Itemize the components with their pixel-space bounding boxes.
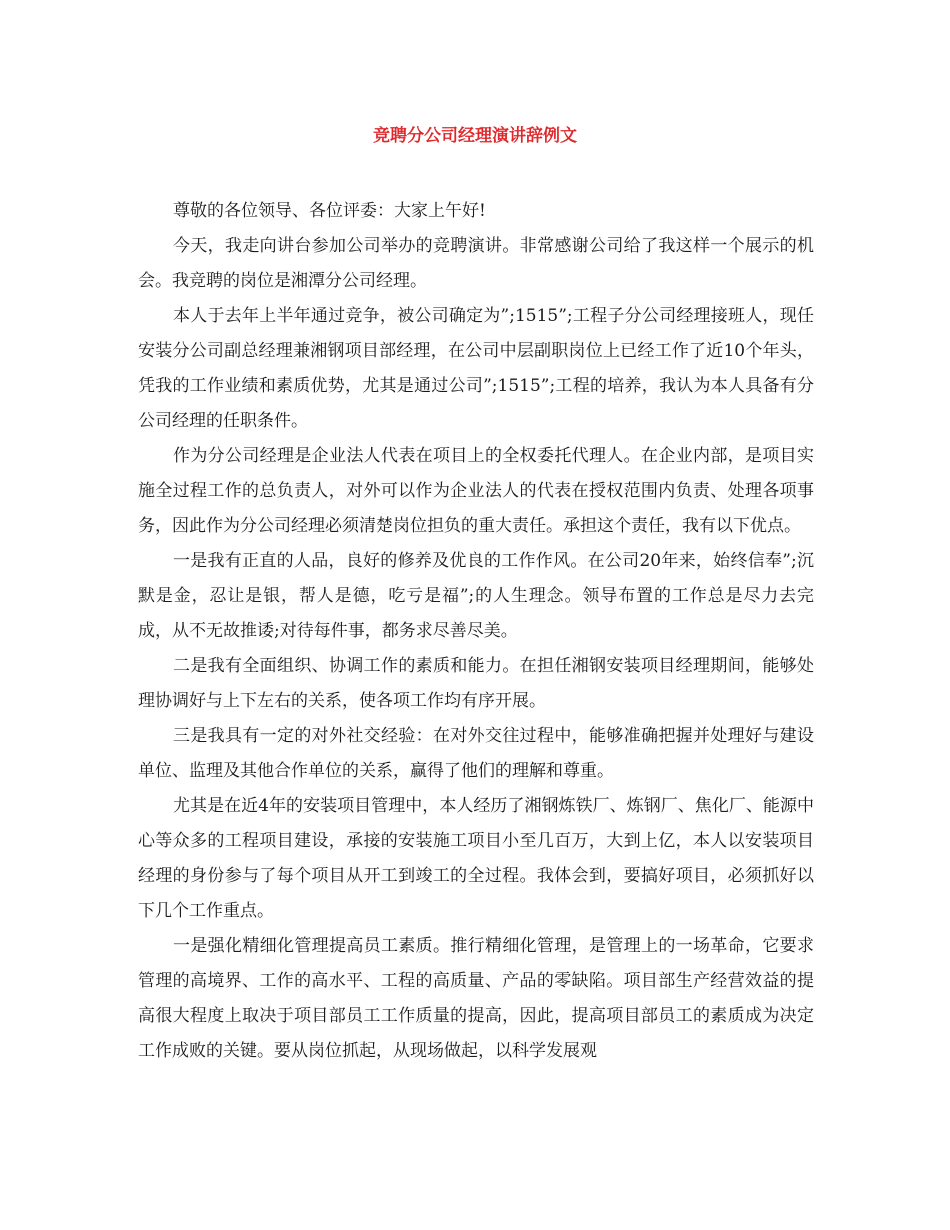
paragraph-strength-character: 一是我有正直的人品，良好的修养及优良的工作作风。在公司20年来，始终信奉”;沉默是金，忍让是银，帮人是德，吃亏是福”;的人生理念。领导布置的工作总是尽力去完成，从不无故推诿;对待每件事，都务求尽善尽美。	[138, 551, 814, 641]
paragraph-background: 本人于去年上半年通过竞争，被公司确定为”;1515”;工程子分公司经理接班人，现任安装分公司副总经理兼湘钢项目部经理，在公司中层副职岗位上已经工作了近10个年头，凭我的工作业绩和素质优势，尤其是通过公司”;1515”;工程的培养，我认为本人具备有分公司经理的任职条件。	[138, 306, 814, 431]
document-title: 竞聘分公司经理演讲辞例文	[373, 126, 577, 146]
paragraph-introduction: 今天，我走向讲台参加公司举办的竞聘演讲。非常感谢公司给了我这样一个展示的机会。我竞聘的岗位是湘潭分公司经理。	[138, 236, 814, 291]
paragraph-key-point-one: 一是强化精细化管理提高员工素质。推行精细化管理，是管理上的一场革命，它要求管理的高境界、工作的高水平、工程的高质量、产品的零缺陷。项目部生产经营效益的提高很大程度上取决于项目部员工工作质量的提高，因此，提高项目部员工的素质成为决定工作成败的关键。要从岗位抓起，从现场做起，以科学发展观	[138, 936, 814, 1061]
paragraph-strength-social: 三是我具有一定的对外社交经验：在对外交往过程中，能够准确把握并处理好与建设单位、监理及其他合作单位的关系，赢得了他们的理解和尊重。	[138, 726, 814, 781]
paragraph-project-experience: 尤其是在近4年的安装项目管理中，本人经历了湘钢炼铁厂、炼钢厂、焦化厂、能源中心等众多的工程项目建设，承接的安装施工项目小至几百万，大到上亿，本人以安装项目经理的身份参与了每个项目从开工到竣工的全过程。我体会到，要搞好项目，必须抓好以下几个工作重点。	[138, 796, 814, 921]
paragraph-greeting: 尊敬的各位领导、各位评委：大家上午好!	[173, 201, 486, 221]
paragraph-strength-coordination: 二是我有全面组织、协调工作的素质和能力。在担任湘钢安装项目经理期间，能够处理协调好与上下左右的关系，使各项工作均有序开展。	[138, 656, 814, 711]
paragraph-role-responsibility: 作为分公司经理是企业法人代表在项目上的全权委托代理人。在企业内部，是项目实施全过程工作的总负责人，对外可以作为企业法人的代表在授权范围内负责、处理各项事务，因此作为分公司经理必须清楚岗位担负的重大责任。承担这个责任，我有以下优点。	[138, 446, 814, 536]
document-body	[138, 194, 814, 1069]
